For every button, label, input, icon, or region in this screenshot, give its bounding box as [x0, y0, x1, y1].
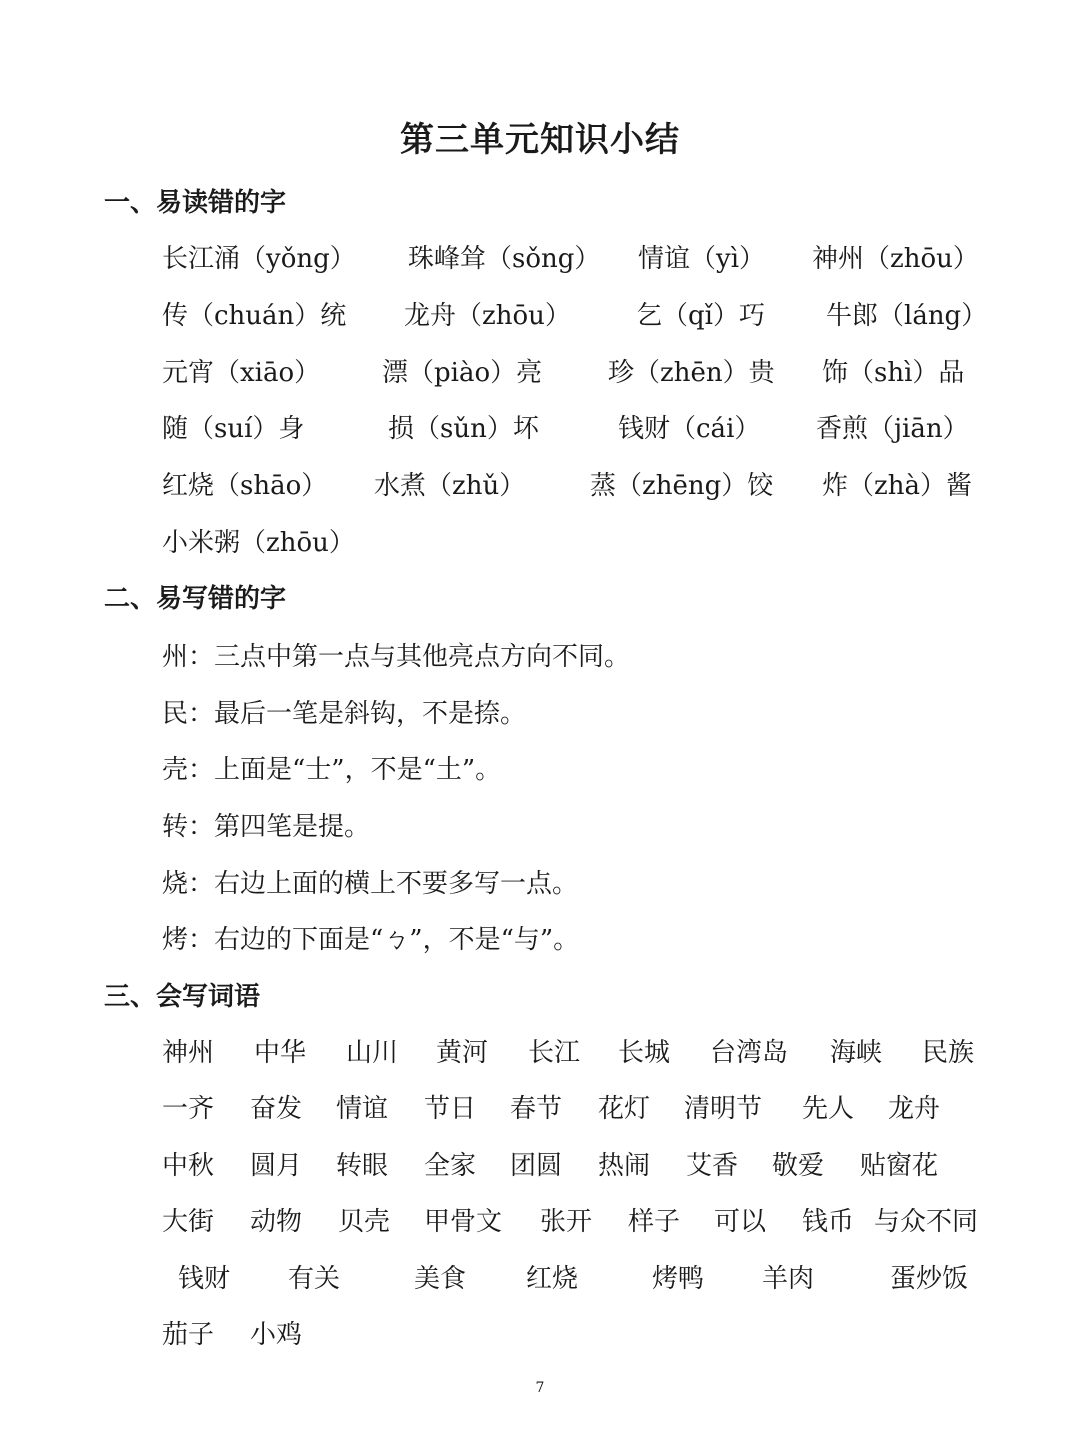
word-item: 动物	[250, 1207, 303, 1237]
pinyin-item: 漂（piào）亮	[382, 358, 543, 388]
word-item: 黄河	[436, 1038, 489, 1068]
word-item: 钱财	[178, 1264, 231, 1294]
word-item: 一齐	[162, 1094, 215, 1124]
word-item: 可以	[714, 1207, 767, 1237]
writing-tip: 州：三点中第一点与其他亮点方向不同。	[162, 642, 631, 672]
pinyin-item: 珍（zhēn）贵	[608, 358, 775, 388]
word-item: 长江	[528, 1038, 581, 1068]
page-title: 第三单元知识小结	[400, 120, 680, 160]
word-item: 山川	[346, 1038, 399, 1068]
word-item: 情谊	[336, 1094, 389, 1124]
word-item: 羊肉	[762, 1264, 815, 1294]
word-item: 先人	[802, 1094, 855, 1124]
word-item: 海峡	[830, 1038, 883, 1068]
pinyin-item: 炸（zhà）酱	[822, 471, 972, 501]
writing-tip: 烤：右边的下面是“ㄅ”，不是“与”。	[162, 925, 580, 955]
pinyin-item: 元宵（xiāo）	[162, 358, 321, 388]
word-item: 大街	[162, 1207, 215, 1237]
word-item: 钱币	[802, 1207, 855, 1237]
writing-tip: 壳：上面是“士”，不是“土”。	[162, 755, 502, 785]
word-item: 神州	[162, 1038, 215, 1068]
word-item: 热闹	[598, 1151, 651, 1181]
word-item: 敬爱	[772, 1151, 825, 1181]
word-item: 民族	[922, 1038, 975, 1068]
word-item: 甲骨文	[424, 1207, 503, 1237]
word-item: 小鸡	[250, 1320, 303, 1350]
pinyin-item: 长江涌（yǒng）	[162, 244, 356, 274]
pinyin-item: 乞（qǐ）巧	[636, 301, 765, 331]
word-item: 红烧	[526, 1264, 579, 1294]
section-heading-2: 二、易写错的字	[104, 584, 287, 614]
word-item: 蛋炒饭	[890, 1264, 969, 1294]
word-item: 贝壳	[338, 1207, 391, 1237]
section-heading-3: 三、会写词语	[104, 982, 261, 1012]
word-item: 贴窗花	[860, 1151, 939, 1181]
page-number: 7	[535, 1380, 545, 1396]
pinyin-item: 红烧（shāo）	[162, 471, 328, 501]
word-item: 圆月	[250, 1151, 303, 1181]
pinyin-item: 情谊（yì）	[638, 244, 766, 274]
pinyin-item: 传（chuán）统	[162, 301, 347, 331]
writing-tip: 烧：右边上面的横上不要多写一点。	[162, 869, 579, 899]
pinyin-item: 钱财（cái）	[618, 414, 761, 444]
pinyin-item: 损（sǔn）坏	[388, 414, 539, 444]
word-item: 张开	[540, 1207, 593, 1237]
word-item: 茄子	[162, 1320, 215, 1350]
pinyin-item: 蒸（zhēng）饺	[590, 471, 774, 501]
word-item: 台湾岛	[710, 1038, 789, 1068]
word-item: 花灯	[598, 1094, 651, 1124]
word-item: 奋发	[250, 1094, 303, 1124]
word-item: 艾香	[686, 1151, 739, 1181]
word-item: 团圆	[510, 1151, 563, 1181]
word-item: 烤鸭	[652, 1264, 705, 1294]
word-item: 龙舟	[888, 1094, 941, 1124]
writing-tip: 民：最后一笔是斜钩，不是捺。	[162, 699, 527, 729]
pinyin-item: 龙舟（zhōu）	[404, 301, 571, 331]
word-item: 与众不同	[874, 1207, 979, 1237]
section-heading-1: 一、易读错的字	[104, 188, 287, 218]
pinyin-item: 珠峰耸（sǒng）	[408, 244, 601, 274]
word-item: 转眼	[336, 1151, 389, 1181]
pinyin-item: 神州（zhōu）	[812, 244, 979, 274]
word-item: 全家	[424, 1151, 477, 1181]
word-item: 美食	[414, 1264, 467, 1294]
word-item: 中华	[254, 1038, 307, 1068]
word-item: 样子	[628, 1207, 681, 1237]
pinyin-item: 香煎（jiān）	[816, 414, 969, 444]
pinyin-item: 水煮（zhǔ）	[374, 471, 526, 501]
word-item: 春节	[510, 1094, 563, 1124]
word-item: 节日	[424, 1094, 477, 1124]
pinyin-item: 随（suí）身	[162, 414, 305, 444]
word-item: 清明节	[684, 1094, 763, 1124]
pinyin-item: 小米粥（zhōu）	[162, 528, 355, 558]
writing-tip: 转：第四笔是提。	[162, 812, 371, 842]
word-item: 有关	[288, 1264, 341, 1294]
pinyin-item: 饰（shì）品	[822, 358, 965, 388]
word-item: 长城	[618, 1038, 671, 1068]
pinyin-item: 牛郎（láng）	[826, 301, 988, 331]
word-item: 中秋	[162, 1151, 215, 1181]
